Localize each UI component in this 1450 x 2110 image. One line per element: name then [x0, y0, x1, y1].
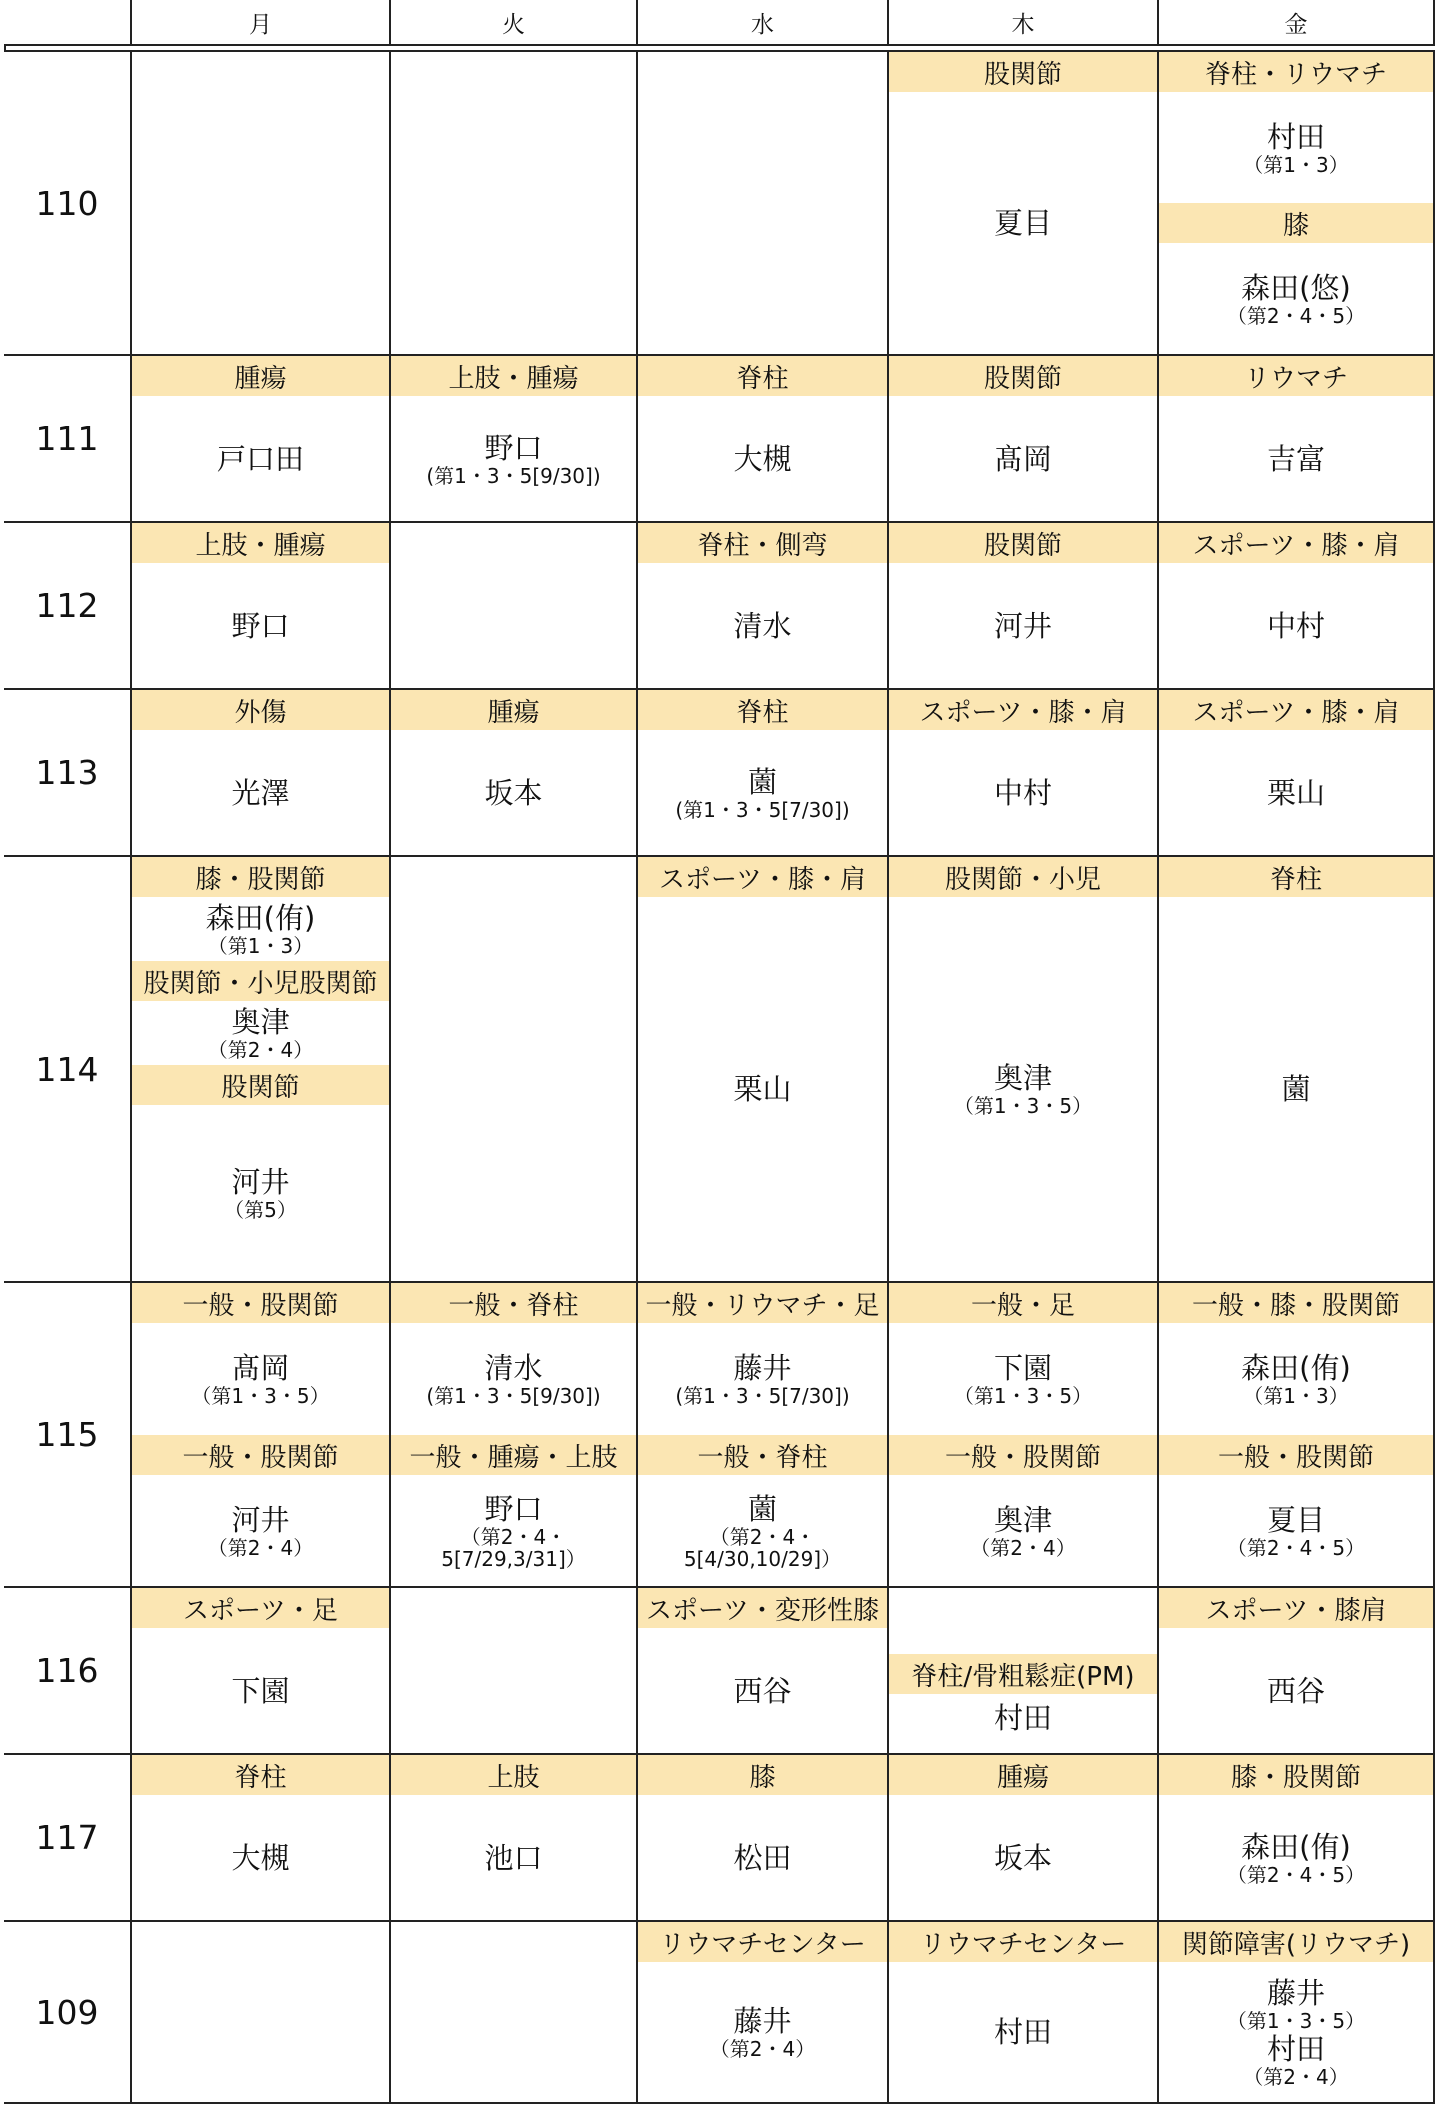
clinic-slot	[1159, 1435, 1433, 1586]
doctor-name: 森田(侑)	[1241, 1829, 1351, 1864]
doctor-name: 中村	[993, 775, 1052, 810]
schedule-cell	[638, 1588, 889, 1755]
doctor-block	[1159, 1475, 1433, 1586]
clinic-slot	[638, 1755, 887, 1920]
doctor-block	[889, 1694, 1157, 1742]
doctor-name: 髙岡	[993, 441, 1052, 476]
specialty-label: 一般・股関節	[132, 1283, 389, 1323]
doctor-name: 中村	[1266, 608, 1325, 643]
schedule-cell	[1159, 857, 1435, 1283]
clinic-slot	[638, 1283, 887, 1435]
doctor-name: 下園	[231, 1673, 290, 1708]
doctor-block	[889, 1475, 1157, 1586]
week-schedule: （第2・4・5）	[1226, 1862, 1366, 1887]
doctor-block	[638, 730, 887, 855]
doctor-block	[1159, 563, 1433, 688]
doctor-name: 戸口田	[216, 441, 304, 476]
week-schedule: （第2・4・ 5[4/30,10/29]）	[683, 1524, 842, 1571]
doctor-name: 藤井	[733, 2004, 792, 2038]
schedule-cell	[391, 1283, 638, 1588]
doctor-block	[638, 563, 887, 688]
specialty-label: 一般・膝・股関節	[1159, 1283, 1433, 1323]
doctor-name: 河井	[231, 1165, 290, 1199]
schedule-cell	[638, 1755, 889, 1922]
doctor-name: 光澤	[231, 775, 290, 810]
doctor-block	[132, 563, 389, 688]
clinic-slot	[132, 1283, 389, 1435]
clinic-slot	[1159, 1588, 1433, 1753]
doctor-name: 森田(侑)	[1241, 1351, 1351, 1385]
schedule-cell	[132, 523, 391, 690]
clinic-slot	[889, 1922, 1157, 2102]
doctor-name: 薗	[747, 1491, 777, 1526]
doctor-name: 栗山	[733, 1072, 792, 1106]
schedule-cell	[889, 523, 1159, 690]
doctor-name: 栗山	[1266, 775, 1325, 810]
week-schedule: （第2・4・5）	[1226, 303, 1366, 328]
week-schedule: （第2・4）	[970, 1535, 1076, 1560]
specialty-label: 脊柱	[1159, 857, 1433, 897]
schedule-cell	[638, 690, 889, 857]
doctor-block	[132, 897, 389, 961]
room-number: 111	[4, 356, 132, 523]
doctor-name: 森田(侑)	[205, 901, 316, 935]
clinic-slot	[889, 690, 1157, 855]
doctor-block	[889, 1795, 1157, 1920]
week-schedule: (第1・3・5[9/30])	[426, 1384, 601, 1408]
doctor-name: 坂本	[484, 775, 543, 810]
clinic-slot	[391, 1755, 636, 1920]
doctor-block	[889, 1962, 1157, 2102]
schedule-cell	[638, 356, 889, 523]
doctor-name: 村田	[1266, 2032, 1325, 2066]
week-schedule: （第1・3・5）	[953, 1384, 1093, 1408]
schedule-cell	[391, 523, 638, 690]
schedule-cell	[1159, 690, 1435, 857]
specialty-label: スポーツ・変形性膝	[638, 1588, 887, 1628]
doctor-block	[638, 1628, 887, 1753]
clinic-slot	[889, 52, 1157, 354]
specialty-label: 上肢・腫瘍	[132, 523, 389, 563]
specialty-label: 脊柱	[132, 1755, 389, 1795]
clinic-slot	[638, 1588, 887, 1753]
schedule-cell	[132, 1922, 391, 2104]
schedule-cell	[889, 356, 1159, 523]
clinic-slot	[391, 690, 636, 855]
clinic-slot	[1159, 356, 1433, 521]
doctor-block	[638, 1475, 887, 1586]
doctor-name: 奥津	[993, 1502, 1052, 1537]
doctor-name: 河井	[993, 608, 1052, 643]
specialty-label: 一般・脊柱	[391, 1283, 636, 1323]
specialty-label: スポーツ・膝・肩	[1159, 690, 1433, 730]
clinic-slot	[1159, 52, 1433, 203]
specialty-label: 脊柱/骨粗鬆症(PM)	[889, 1654, 1157, 1694]
week-schedule: （第2・4・ 5[7/29,3/31]）	[441, 1524, 586, 1571]
clinic-slot	[1159, 1283, 1433, 1435]
clinic-slot	[132, 523, 389, 688]
specialty-label: 一般・リウマチ・足	[638, 1283, 887, 1323]
schedule-cell	[889, 1922, 1159, 2104]
clinic-slot	[638, 857, 887, 1281]
specialty-label: 腫瘍	[132, 356, 389, 396]
specialty-label: 脊柱・側弯	[638, 523, 887, 563]
schedule-cell	[1159, 1755, 1435, 1922]
doctor-block	[638, 897, 887, 1281]
schedule-cell	[391, 1922, 638, 2104]
specialty-label: 一般・股関節	[1159, 1435, 1433, 1475]
doctor-name: 夏目	[993, 206, 1052, 240]
clinic-slot	[889, 857, 1157, 1281]
room-number: 116	[4, 1588, 132, 1755]
day-header: 月	[132, 0, 391, 46]
clinic-slot	[132, 961, 389, 1065]
schedule-cell	[889, 857, 1159, 1283]
clinic-slot	[391, 1435, 636, 1586]
doctor-block	[1159, 396, 1433, 521]
specialty-label: スポーツ・膝肩	[1159, 1588, 1433, 1628]
week-schedule: (第1・3・5[7/30])	[675, 1384, 850, 1408]
clinic-slot	[391, 1283, 636, 1435]
room-number: 112	[4, 523, 132, 690]
specialty-label: スポーツ・膝・肩	[889, 690, 1157, 730]
doctor-name: 下園	[993, 1351, 1052, 1385]
week-schedule: (第1・3・5[7/30])	[675, 797, 850, 822]
room-number: 114	[4, 857, 132, 1283]
clinic-slot	[889, 1588, 1157, 1753]
doctor-name: 村田	[1266, 119, 1325, 154]
week-schedule: （第2・4）	[207, 1535, 314, 1560]
doctor-name: 大槻	[733, 441, 792, 476]
week-schedule: （第1・3）	[1243, 1384, 1349, 1408]
week-schedule: （第2・4・5）	[1226, 1535, 1366, 1560]
week-schedule: （第2・4）	[207, 1038, 314, 1062]
doctor-name: 奥津	[993, 1061, 1052, 1095]
clinic-slot	[132, 1588, 389, 1753]
doctor-name: 藤井	[1266, 1976, 1325, 2010]
doctor-name: 髙岡	[231, 1351, 290, 1385]
schedule-cell	[132, 356, 391, 523]
doctor-block	[132, 1323, 389, 1435]
schedule-table	[4, 0, 1435, 2104]
schedule-cell	[638, 857, 889, 1283]
doctor-block	[1159, 897, 1433, 1281]
doctor-block	[889, 897, 1157, 1281]
clinic-slot	[889, 1435, 1157, 1586]
clinic-slot	[391, 356, 636, 521]
doctor-name: 村田	[993, 2015, 1052, 2049]
day-header: 火	[391, 0, 638, 46]
schedule-cell	[132, 1588, 391, 1755]
doctor-name: 清水	[733, 608, 792, 643]
doctor-block	[391, 396, 636, 521]
schedule-cell	[132, 1755, 391, 1922]
specialty-label: リウマチ	[1159, 356, 1433, 396]
schedule-cell	[638, 52, 889, 356]
clinic-slot	[1159, 857, 1433, 1281]
doctor-name: 野口	[484, 1491, 543, 1526]
schedule-cell	[889, 52, 1159, 356]
specialty-label: スポーツ・膝・肩	[638, 857, 887, 897]
doctor-block	[889, 730, 1157, 855]
doctor-block	[132, 1475, 389, 1586]
doctor-name: 河井	[231, 1502, 290, 1537]
specialty-label: 脊柱	[638, 690, 887, 730]
specialty-label: 関節障害(リウマチ)	[1159, 1922, 1433, 1962]
week-schedule: (第1・3・5[9/30])	[426, 463, 601, 488]
doctor-name: 藤井	[733, 1351, 792, 1385]
specialty-label: スポーツ・足	[132, 1588, 389, 1628]
day-header: 水	[638, 0, 889, 46]
doctor-name: 松田	[733, 1840, 792, 1875]
clinic-slot	[132, 1435, 389, 1586]
specialty-label: 股関節・小児	[889, 857, 1157, 897]
week-schedule: （第1・3）	[207, 934, 314, 958]
doctor-name: 清水	[484, 1351, 543, 1385]
clinic-slot	[132, 857, 389, 961]
doctor-name: 奥津	[231, 1005, 290, 1039]
specialty-label: スポーツ・膝・肩	[1159, 523, 1433, 563]
day-header: 金	[1159, 0, 1435, 46]
schedule-cell	[1159, 523, 1435, 690]
doctor-block	[132, 396, 389, 521]
schedule-cell	[391, 1755, 638, 1922]
week-schedule: （第1・3・5）	[1226, 2009, 1366, 2033]
schedule-cell	[638, 1283, 889, 1588]
week-schedule: （第1・3）	[1243, 152, 1349, 177]
specialty-label: 脊柱・リウマチ	[1159, 52, 1433, 92]
doctor-block	[1159, 1795, 1433, 1920]
schedule-cell	[391, 690, 638, 857]
schedule-cell	[391, 52, 638, 356]
clinic-slot	[1159, 690, 1433, 855]
doctor-name: 坂本	[993, 1840, 1052, 1875]
clinic-slot	[1159, 1755, 1433, 1920]
week-schedule: （第5）	[224, 1198, 297, 1222]
doctor-name: 野口	[231, 608, 290, 643]
clinic-slot	[1159, 523, 1433, 688]
specialty-label: 股関節	[889, 356, 1157, 396]
specialty-label: 股関節・小児股関節	[132, 961, 389, 1001]
schedule-cell	[132, 1283, 391, 1588]
specialty-label: 一般・足	[889, 1283, 1157, 1323]
doctor-block	[638, 1962, 887, 2102]
clinic-slot	[638, 356, 887, 521]
schedule-cell	[1159, 1588, 1435, 1755]
doctor-block	[638, 1795, 887, 1920]
doctor-block	[1159, 243, 1433, 354]
doctor-name: 西谷	[733, 1673, 792, 1708]
doctor-name: 森田(悠)	[1241, 270, 1351, 305]
specialty-label: 一般・脊柱	[638, 1435, 887, 1475]
doctor-block	[391, 1323, 636, 1435]
clinic-slot	[889, 1283, 1157, 1435]
doctor-name: 吉富	[1266, 441, 1325, 476]
doctor-block	[1159, 1323, 1433, 1435]
specialty-label: 一般・股関節	[889, 1435, 1157, 1475]
specialty-label: 腫瘍	[889, 1755, 1157, 1795]
schedule-cell	[132, 857, 391, 1283]
schedule-cell	[1159, 1922, 1435, 2104]
doctor-name: 西谷	[1266, 1673, 1325, 1708]
schedule-cell	[132, 52, 391, 356]
specialty-label: リウマチセンター	[889, 1922, 1157, 1962]
week-schedule: （第1・3・5）	[953, 1094, 1093, 1118]
clinic-slot	[1159, 1922, 1433, 2102]
doctor-name: 夏目	[1266, 1502, 1325, 1537]
clinic-slot	[889, 1755, 1157, 1920]
schedule-cell	[391, 857, 638, 1283]
specialty-label: 上肢	[391, 1755, 636, 1795]
schedule-cell	[1159, 1283, 1435, 1588]
clinic-slot	[132, 1065, 389, 1281]
specialty-label: 膝・股関節	[132, 857, 389, 897]
doctor-block	[638, 1323, 887, 1435]
clinic-slot	[889, 523, 1157, 688]
doctor-block	[638, 396, 887, 521]
specialty-label: 股関節	[889, 52, 1157, 92]
doctor-block	[889, 92, 1157, 354]
doctor-block	[889, 396, 1157, 521]
specialty-label: 股関節	[132, 1065, 389, 1105]
schedule-cell	[889, 1588, 1159, 1755]
specialty-label: 上肢・腫瘍	[391, 356, 636, 396]
doctor-block	[132, 1628, 389, 1753]
specialty-label: 脊柱	[638, 356, 887, 396]
clinic-slot	[132, 1755, 389, 1920]
doctor-name: 大槻	[231, 1840, 290, 1875]
doctor-name: 池口	[484, 1840, 543, 1875]
specialty-label: 股関節	[889, 523, 1157, 563]
schedule-cell	[1159, 356, 1435, 523]
week-schedule: （第2・4）	[1243, 2065, 1349, 2089]
clinic-slot	[132, 356, 389, 521]
clinic-slot	[638, 1435, 887, 1586]
doctor-block	[391, 730, 636, 855]
specialty-label: 膝	[638, 1755, 887, 1795]
doctor-block	[132, 1001, 389, 1065]
room-number: 110	[4, 52, 132, 356]
schedule-cell	[1159, 52, 1435, 356]
clinic-slot	[132, 690, 389, 855]
doctor-block	[1159, 92, 1433, 203]
clinic-slot	[638, 690, 887, 855]
doctor-block	[889, 1323, 1157, 1435]
doctor-block	[391, 1475, 636, 1586]
schedule-cell	[889, 1283, 1159, 1588]
schedule-cell	[391, 1588, 638, 1755]
schedule-cell	[889, 1755, 1159, 1922]
doctor-block	[1159, 1628, 1433, 1753]
header-corner	[4, 0, 132, 46]
day-header: 木	[889, 0, 1159, 46]
specialty-label: 膝・股関節	[1159, 1755, 1433, 1795]
doctor-name: 野口	[484, 430, 543, 465]
schedule-cell	[638, 1922, 889, 2104]
specialty-label: 腫瘍	[391, 690, 636, 730]
schedule-cell	[132, 690, 391, 857]
room-number: 109	[4, 1922, 132, 2104]
doctor-name: 薗	[1281, 1072, 1311, 1106]
doctor-block	[132, 1105, 389, 1281]
doctor-name: 薗	[747, 764, 777, 799]
doctor-block	[889, 563, 1157, 688]
doctor-block	[391, 1795, 636, 1920]
doctor-block	[1159, 1962, 1433, 2102]
schedule-cell	[391, 356, 638, 523]
clinic-slot	[889, 356, 1157, 521]
doctor-block	[132, 1795, 389, 1920]
doctor-block	[132, 730, 389, 855]
room-number: 117	[4, 1755, 132, 1922]
clinic-slot	[1159, 203, 1433, 354]
week-schedule: （第2・4）	[709, 2037, 816, 2061]
week-schedule: （第1・3・5）	[191, 1384, 330, 1408]
schedule-cell	[638, 523, 889, 690]
clinic-slot	[638, 523, 887, 688]
room-number: 115	[4, 1283, 132, 1588]
doctor-name: 村田	[993, 1701, 1052, 1735]
specialty-label: 一般・股関節	[132, 1435, 389, 1475]
specialty-label: リウマチセンター	[638, 1922, 887, 1962]
clinic-slot	[638, 1922, 887, 2102]
specialty-label: 膝	[1159, 203, 1433, 243]
specialty-label: 外傷	[132, 690, 389, 730]
room-number: 113	[4, 690, 132, 857]
specialty-label: 一般・腫瘍・上肢	[391, 1435, 636, 1475]
doctor-block	[1159, 730, 1433, 855]
schedule-cell	[889, 690, 1159, 857]
